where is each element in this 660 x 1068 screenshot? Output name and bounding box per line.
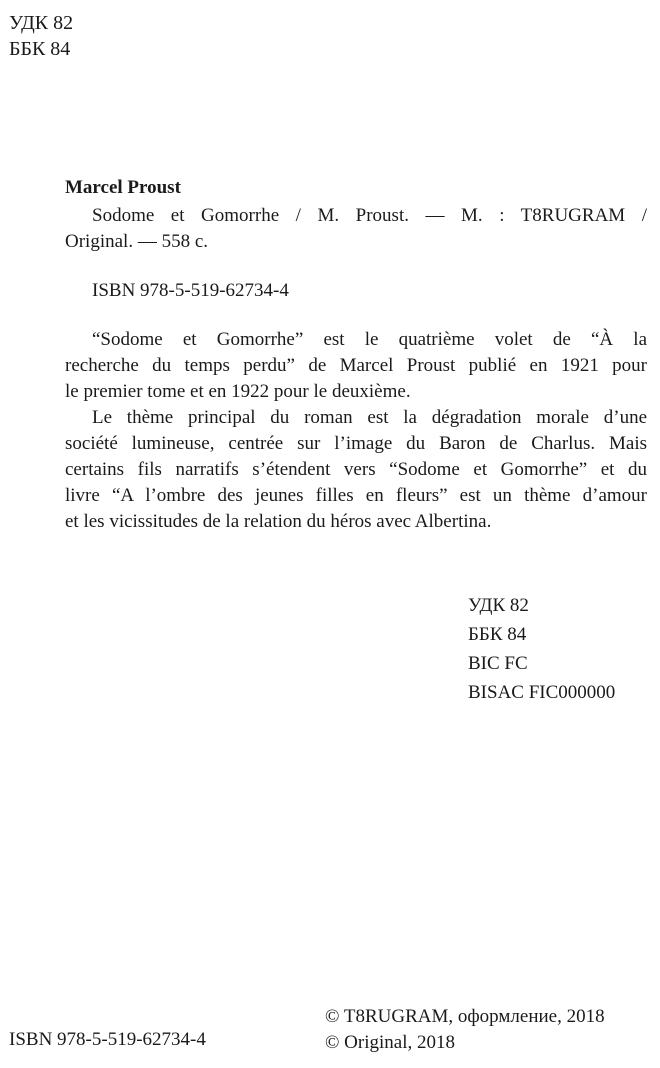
udk-code: УДК 82 (9, 12, 74, 34)
isbn-main: ISBN 978-5-519-62734-4 (92, 280, 289, 301)
annotation-line: recherche du temps perdu” de Marcel Proust publié en 1921 pour (65, 355, 647, 376)
udk-code: УДК 82 (468, 595, 529, 616)
bic-code: BIC FC (468, 653, 528, 674)
bibliographic-line-2: Original. — 558 с. (65, 231, 209, 252)
annotation-line: Le thème principal du roman est la dégradation morale d’une (92, 407, 647, 428)
bbk-code: ББК 84 (9, 38, 71, 60)
annotation-line: “Sodome et Gomorrhe” est le quatrième volet de “À la (92, 329, 647, 350)
annotation-line: société lumineuse, centrée sur l’image du Baron de Charlus. Mais (65, 433, 647, 454)
copyright-line: © Original, 2018 (325, 1032, 456, 1053)
bibliographic-line-1: Sodome et Gomorrhe / M. Proust. — M. : T8RUGRAM / (92, 205, 647, 226)
classification-codes (468, 591, 615, 707)
annotation-line: livre “A l’ombre des jeunes filles en fleurs” est un thème d’amour (65, 485, 647, 506)
top-classification-codes (9, 10, 73, 62)
isbn-footer: ISBN 978-5-519-62734-4 (9, 1029, 206, 1050)
bbk-code: ББК 84 (468, 624, 527, 645)
annotation-line: le premier tome et en 1922 pour le deuxième. (65, 381, 411, 402)
copyright-line: © T8RUGRAM, оформление, 2018 (325, 1006, 605, 1027)
bisac-code: BISAC FIC000000 (468, 682, 616, 703)
author-name: Marcel Proust (65, 177, 181, 198)
annotation-line: certains fils narratifs s’étendent vers “Sodome et Gomorrhe” et du (65, 459, 647, 480)
annotation-line: et les vicissitudes de la relation du héros avec Albertina. (65, 511, 492, 532)
